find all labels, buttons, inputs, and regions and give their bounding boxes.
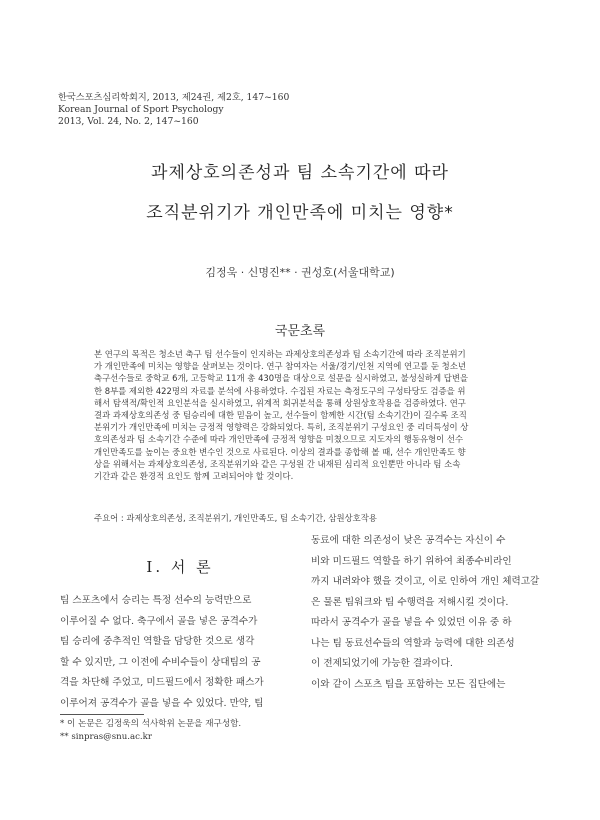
body-line: 격을 차단해 주었고, 미드필드에서 정확한 패스가 xyxy=(60,677,264,688)
abstract-line: 해서 탐색적/확인적 요인분석을 실시하였고, 위계적 회귀분석을 통해 상원상호작용을 검증하였다. 연구 xyxy=(94,397,466,408)
abstract-line: 상을 위해서는 과제상호의존성, 조직분위기와 같은 구성원 간 내재된 심리적 요인뿐만 아니라 팀 소속 xyxy=(94,458,461,469)
author-line: 김정욱 · 신명진** · 권성호(서울대학교) xyxy=(205,266,395,279)
abstract-line: 분위기가 개인만족에 미치는 긍정적 영향력은 강화되었다. 특히, 조직분위기 구성요인 중 리더특성이 상 xyxy=(94,422,469,433)
body-line: 이루어져 공격수가 골을 넣을 수 있었다. 만약, 팀 xyxy=(60,697,264,709)
abstract-line: 결과 과제상호의존성 중 팀승리에 대한 믿음이 높고, 선수들이 함께한 시간(팀 소속기간)이 길수록 조직 xyxy=(94,410,467,421)
keywords: 주요어 : 과제상호의존성, 조직분위기, 개인만족도, 팀 소속기간, 삼원상호작용 xyxy=(94,513,377,523)
footnote-divider xyxy=(60,714,144,715)
section-title: Ⅰ. 서 론 xyxy=(146,558,214,576)
body-left-column xyxy=(60,591,292,714)
body-line: 따라서 공격수가 골을 넣을 수 있었던 이유 중 하 xyxy=(311,617,512,628)
footnote-thesis: * 이 논문은 김정욱의 석사학위 논문을 재구성함. xyxy=(60,719,242,729)
body-right-column xyxy=(311,531,543,695)
abstract-line: 본 연구의 목적은 청소년 축구 팀 선수들이 인지하는 과제상호의존성과 팀 소속기간에 따라 조직분위기 xyxy=(94,349,466,359)
body-line: 팀 승리에 중추적인 역할을 담당한 것으로 생각 xyxy=(60,636,255,647)
body-line: 할 수 있지만, 그 이전에 수비수들이 상대팀의 공 xyxy=(60,656,261,668)
body-line: 은 물론 팀워크와 팀 수행력을 저해시킬 것이다. xyxy=(311,596,509,608)
body-line: 이와 같이 스포츠 팀을 포함하는 모든 집단에는 xyxy=(311,678,506,690)
abstract-line: 호의존성과 팀 소속기간 수준에 따라 개인만족에 긍정적 영향을 미쳤으므로 지도자의 행동유형이 선수 xyxy=(94,434,464,445)
body-line: 비와 미드필드 역할을 하기 위하여 최종수비라인 xyxy=(311,555,512,567)
body-line: 까지 내려와야 했을 것이고, 이로 인하여 개인 체력고갈 xyxy=(311,576,540,587)
journal-header-line: Korean Journal of Sport Psychology xyxy=(58,103,224,115)
paper-title-line: 조직분위기가 개인만족에 미치는 영향* xyxy=(146,203,454,223)
body-line: 동료에 대한 의존성이 낮은 공격수는 자신이 수 xyxy=(311,535,506,546)
paper-title-line: 과제상호의존성과 팀 소속기간에 따라 xyxy=(151,163,449,183)
journal-header xyxy=(58,92,289,127)
abstract-line: 축구선수들로 중학교 6개, 고등학교 11개 총 430명을 대상으로 설문을 실시하였고, 불성실하게 답변을 xyxy=(94,373,469,384)
body-line: 이 전제되었기에 가능한 결과이다. xyxy=(311,658,453,669)
abstract-heading: 국문초록 xyxy=(274,324,326,339)
body-line: 나는 팀 동료선수들의 역할과 능력에 대한 의존성 xyxy=(311,637,515,649)
footnotes xyxy=(60,718,241,744)
body-line: 이루어질 수 없다. 축구에서 골을 넣은 공격수가 xyxy=(60,615,258,627)
abstract-line: 가 개인만족에 미치는 영향을 살펴보는 것이다. 연구 참여자는 서울/경기/인천 지역에 연고를 둔 청소년 xyxy=(94,361,466,372)
journal-header-line: 2013, Vol. 24, No. 2, 147~160 xyxy=(58,115,199,127)
journal-header-line: 한국스포츠심리학회지, 2013, 제24권, 제2호, 147~160 xyxy=(58,92,290,103)
paper-title xyxy=(0,153,600,233)
abstract-line: 개인만족도를 높이는 중요한 변수인 것으로 사료된다. 이상의 결과를 종합해 볼 때, 선수 개인만족도 향 xyxy=(94,446,466,457)
abstract-line: 한 8부를 제외한 422명의 자료를 분석에 사용하였다. 수집된 자료는 측정도구의 구성타당도 검증을 위 xyxy=(94,385,466,396)
abstract-line: 기간과 같은 환경적 요인도 함께 고려되어야 할 것이다. xyxy=(94,471,294,482)
body-line: 팀 스포츠에서 승리는 특정 선수의 능력만으로 xyxy=(60,595,252,606)
abstract-body xyxy=(94,348,512,482)
footnote-email: ** sinpras@snu.ac.kr xyxy=(60,732,152,742)
